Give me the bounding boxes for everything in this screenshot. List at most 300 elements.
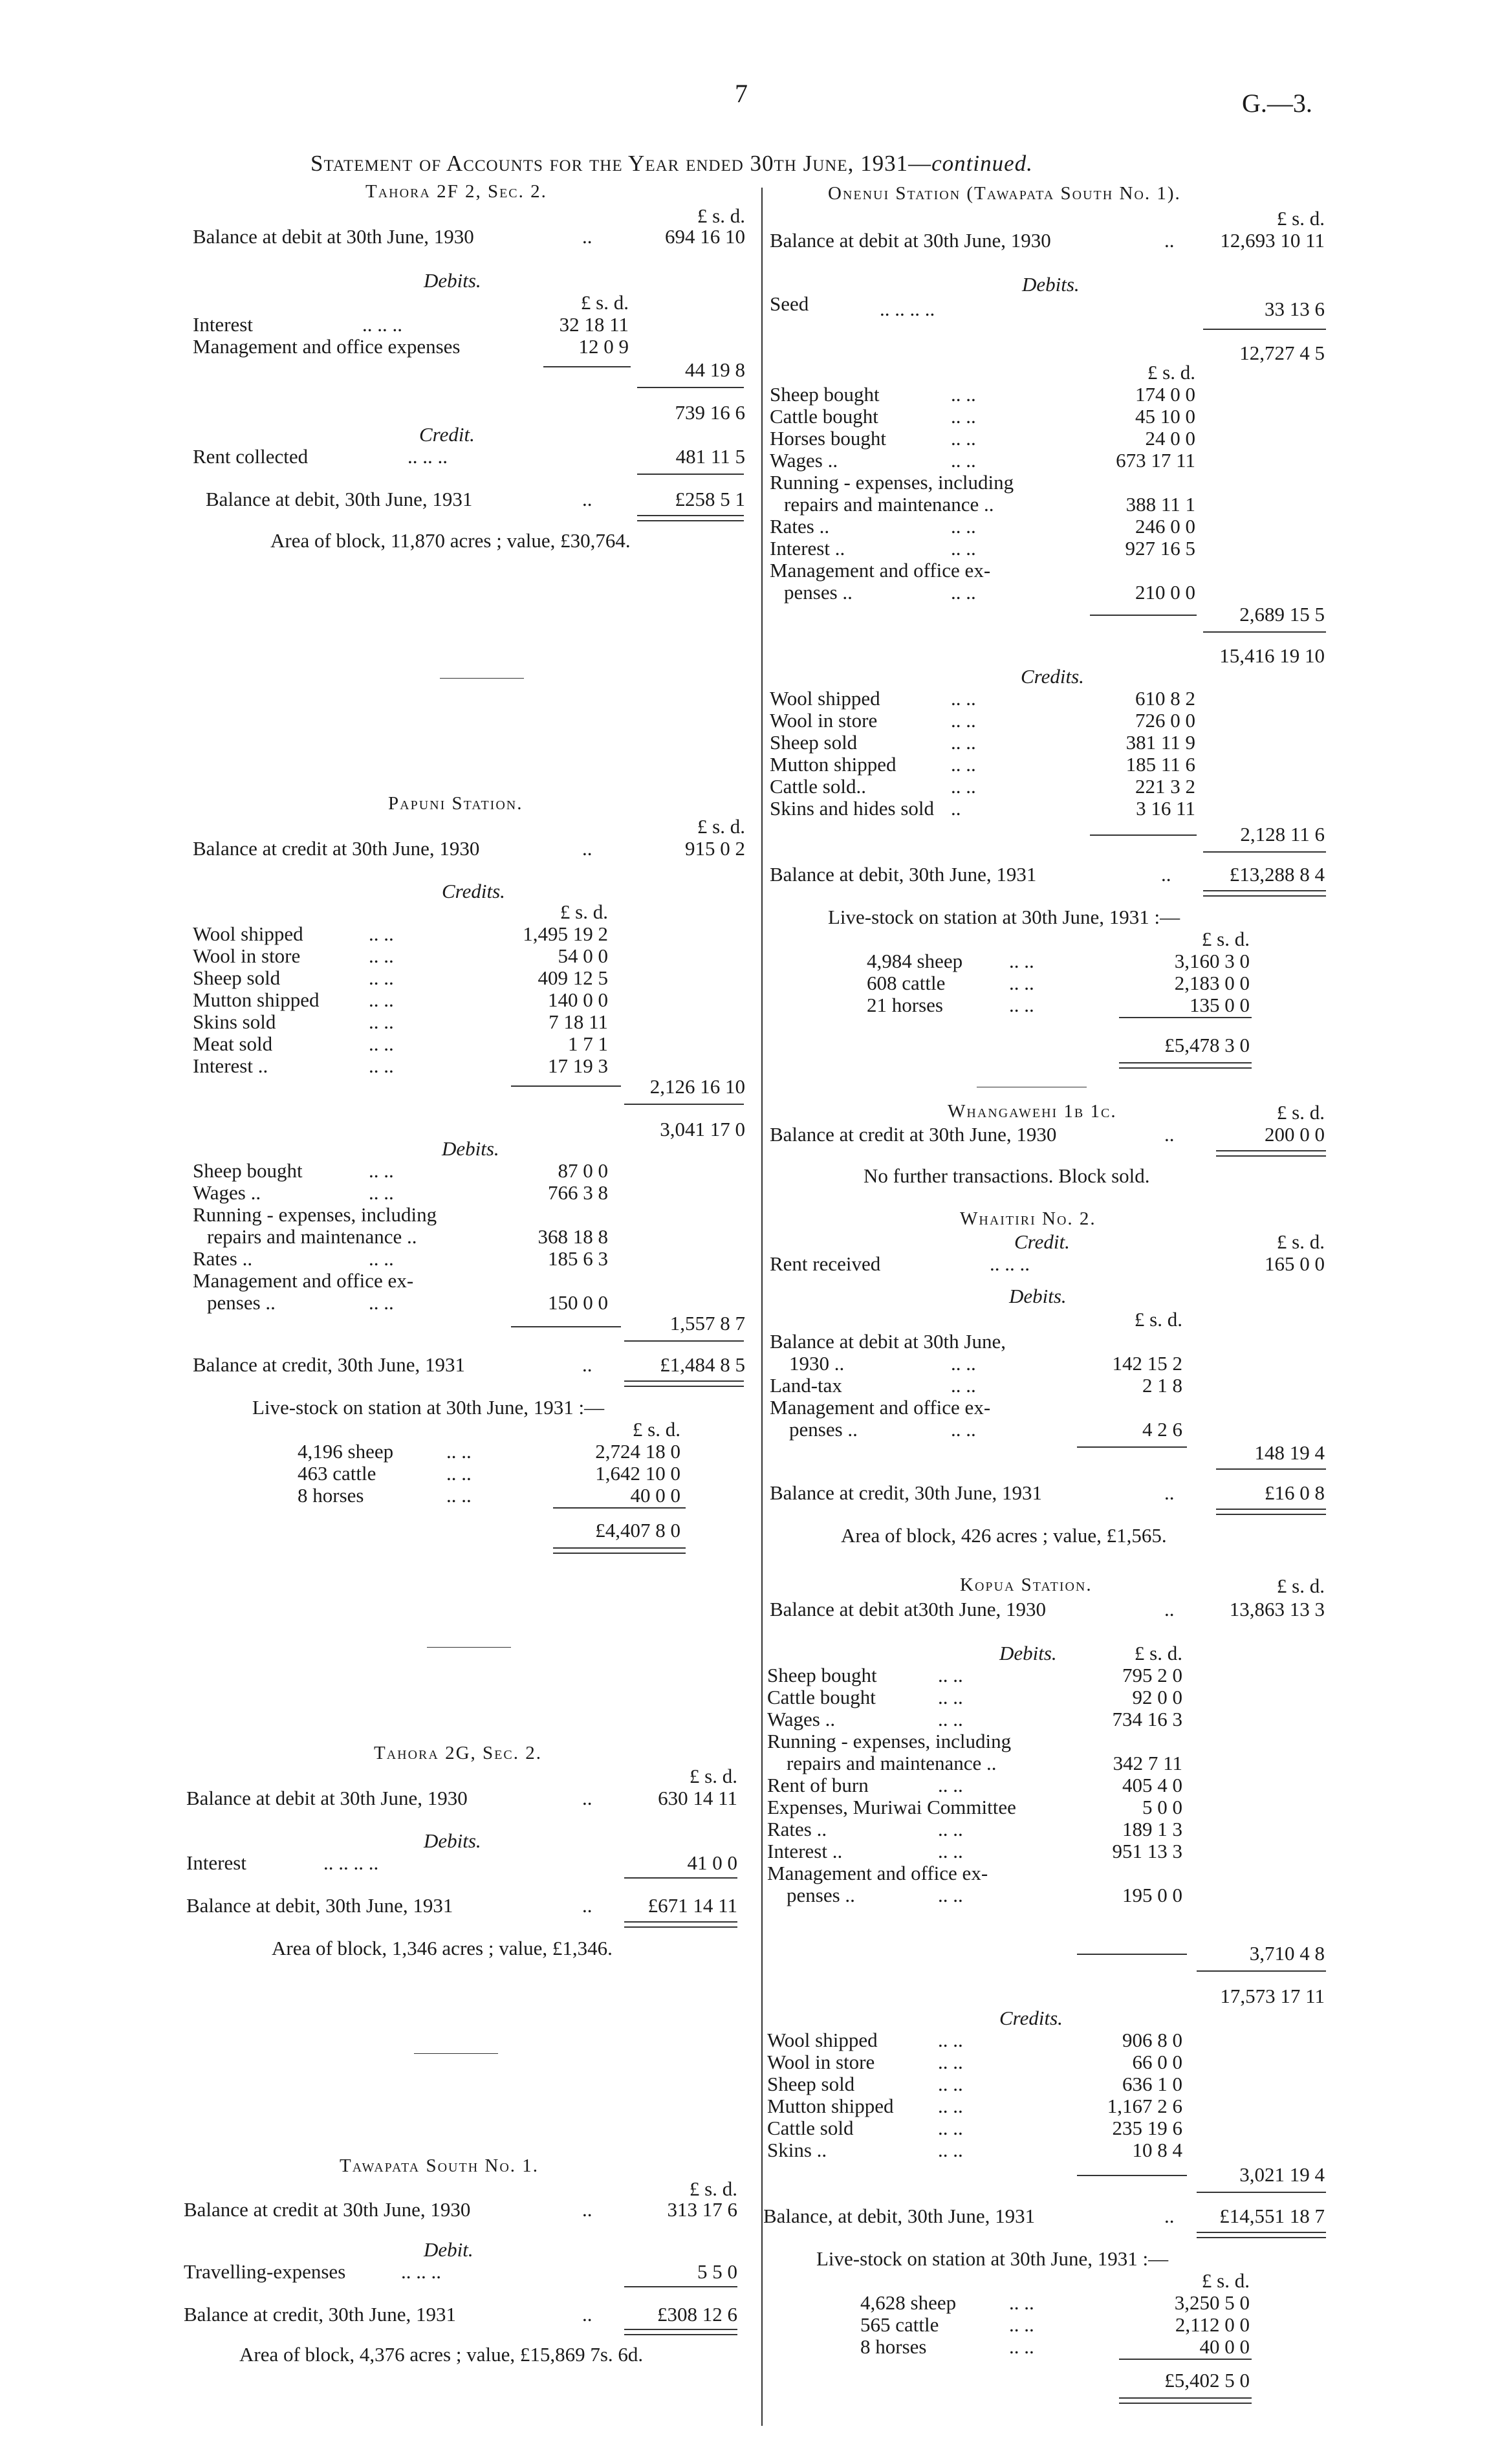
ledger-row-amount: 2,112 0 0 [1175, 2313, 1250, 2336]
rule [1090, 615, 1197, 616]
rule [637, 520, 744, 521]
leader-dots: .. [582, 488, 592, 510]
col-head: £ s. d. [1276, 1101, 1325, 1124]
ledger-row-amount: 4 2 6 [1142, 1418, 1182, 1441]
leader-dots: .. [1161, 863, 1171, 886]
ledger-row-amount: 142 15 2 [1112, 1352, 1182, 1375]
travelling-label: Travelling-expenses [184, 2260, 346, 2283]
leader-dots: .. .. [938, 1774, 963, 1796]
ledger-row-amount: 235 19 6 [1112, 2117, 1182, 2139]
leader-dots: .. [1164, 1123, 1175, 1146]
rule [1216, 1155, 1326, 1157]
ledger-row-amount: 381 11 9 [1125, 731, 1195, 754]
travelling-amount: 5 5 0 [697, 2260, 737, 2283]
debits-label: Debits. [999, 1642, 1057, 1664]
ledger-row-amount: 185 6 3 [548, 1247, 608, 1270]
leader-dots: .. .. [951, 383, 976, 406]
page-title: Statement of Accounts for the Year ended 30th June, 1931—continued. [310, 151, 1033, 176]
ledger-row-label: Wages .. [770, 449, 838, 472]
leader-dots: .. .. [951, 405, 976, 428]
col-head: £ s. d. [1276, 1575, 1325, 1597]
ledger-row-label: 4,984 sheep [867, 950, 963, 972]
balance-open-amount: 12,693 10 11 [1220, 229, 1325, 252]
balance-close-label: Balance at debit, 30th June, 1931 [186, 1894, 453, 1917]
rule [624, 2334, 737, 2335]
credits-label: Credits. [1021, 665, 1084, 688]
ledger-row-label: Running - expenses, including [767, 1730, 1012, 1752]
rule [1203, 851, 1326, 853]
leader-dots: .. .. [369, 944, 394, 967]
leader-dots: .. .. [951, 753, 976, 776]
ledger-row-label: 463 cattle [298, 1462, 376, 1485]
ledger-row-label: Cattle sold.. [770, 775, 866, 798]
credits-label: Credits. [442, 880, 505, 902]
rule [1203, 329, 1326, 330]
ledger-row-label: Land-tax [770, 1374, 842, 1397]
rule [624, 2329, 737, 2330]
col-head: £ s. d. [1201, 2269, 1250, 2292]
leader-dots: .. .. [938, 1686, 963, 1708]
balance-close-amount: £13,288 8 4 [1229, 863, 1325, 886]
subtotal-1: 12,727 4 5 [1239, 342, 1325, 364]
leader-dots: .. .. [938, 1840, 963, 1862]
rent-label: Rent received [770, 1252, 881, 1275]
rule [1203, 890, 1326, 891]
leader-dots: .. .. [1009, 950, 1034, 972]
debits-label: Debits. [1022, 273, 1080, 296]
leader-dots: .. .. [1009, 2291, 1034, 2314]
rule [624, 1380, 744, 1382]
rent-amount: 481 11 5 [675, 445, 745, 468]
ledger-row-label: Rates .. [770, 515, 830, 538]
ledger-row-amount: 3 16 11 [1136, 797, 1195, 820]
ledger-row-label: Skins .. [767, 2139, 827, 2161]
total: 739 16 6 [675, 401, 745, 424]
section-separator [440, 678, 524, 679]
debits-label: Debits. [424, 1829, 481, 1852]
credit-label: Credit. [419, 423, 475, 446]
rule [1203, 895, 1326, 897]
ledger-row-label: 4,196 sheep [298, 1440, 394, 1463]
leader-dots: .. [1164, 2205, 1175, 2227]
section-heading-onenui: Onenui Station (Tawapata South No. 1). [828, 183, 1181, 204]
col-head: £ s. d. [1134, 1642, 1182, 1664]
leader-dots: .. .. [938, 2095, 963, 2117]
leader-dots: .. [1164, 1481, 1175, 1504]
rule [1077, 1446, 1187, 1448]
ledger-row-label: Sheep bought [770, 383, 880, 406]
total: 3,041 17 0 [660, 1118, 745, 1140]
ledger-row-label: penses .. [789, 1418, 858, 1441]
leader-dots: .. [582, 1894, 592, 1917]
section-heading-tahora-2g: Tahora 2G, Sec. 2. [374, 1743, 542, 1763]
section-heading-tahora-2f2: Tahora 2F 2, Sec. 2. [365, 181, 547, 202]
rule [1119, 1062, 1252, 1063]
ledger-row-label: Skins and hides sold [770, 797, 935, 820]
balance-close-label: Balance at debit, 30th June, 1931 [770, 863, 1037, 886]
ledger-row-label: Management and office ex- [770, 1396, 991, 1419]
interest-amount: 41 0 0 [687, 1851, 737, 1874]
leader-dots: .. .. [1009, 2313, 1034, 2336]
ledger-row-amount: 795 2 0 [1122, 1664, 1182, 1686]
ledger-row-amount: 734 16 3 [1112, 1708, 1182, 1730]
ledger-row-label: Wool in store [767, 2051, 875, 2073]
rule [553, 1507, 686, 1509]
ledger-row-label: Wool in store [770, 709, 878, 732]
leader-dots: .. .. [951, 1352, 976, 1375]
interest-label: Interest [186, 1851, 246, 1874]
rule [1119, 1067, 1252, 1069]
ledger-row-label: Sheep sold [770, 731, 858, 754]
rent-amount: 165 0 0 [1265, 1252, 1325, 1275]
ledger-row-amount: 17 19 3 [548, 1054, 608, 1077]
leader-dots: .. [582, 225, 592, 248]
ledger-row-amount: 40 0 0 [630, 1484, 680, 1507]
rule [624, 1386, 744, 1387]
ledger-row-amount: 766 3 8 [548, 1181, 608, 1204]
rule [1216, 1150, 1326, 1151]
balance-open-label: Balance at credit at 30th June, 1930 [184, 2198, 471, 2221]
ledger-row-amount: 342 7 11 [1113, 1752, 1182, 1774]
ledger-row-amount: 54 0 0 [558, 944, 608, 967]
debits-label: Debits. [1009, 1285, 1067, 1307]
rule [624, 1877, 737, 1879]
ledger-row-amount: 1,495 19 2 [523, 922, 608, 945]
leader-dots: .. [1164, 1598, 1175, 1620]
ledger-row-label: Wool in store [193, 944, 301, 967]
balance-close-label: Balance, at debit, 30th June, 1931 [763, 2205, 1036, 2227]
subtotal-debits: 3,710 4 8 [1249, 1942, 1325, 1965]
balance-open-label: Balance at debit at 30th June, 1930 [770, 229, 1051, 252]
balance-close-label: Balance at credit, 30th June, 1931 [184, 2303, 456, 2326]
livestock-label: Live-stock on station at 30th June, 1931 :— [828, 906, 1180, 928]
balance-amount: 200 0 0 [1265, 1123, 1325, 1146]
col-head: £ s. d. [1276, 207, 1325, 230]
ledger-row-amount: 1,642 10 0 [595, 1462, 680, 1485]
rule [1197, 2232, 1326, 2233]
ledger-row-label: 1930 .. [789, 1352, 845, 1375]
ledger-row-label: 608 cattle [867, 972, 946, 994]
ledger-row-label: Rent of burn [767, 1774, 869, 1796]
column-divider [761, 188, 763, 2426]
balance-close-label: Balance at credit, 30th June, 1931 [193, 1353, 465, 1376]
leader-dots: .. .. .. [990, 1252, 1030, 1275]
ledger-row-amount: 5 0 0 [1142, 1796, 1182, 1818]
leader-dots: .. .. [951, 537, 976, 560]
rule [624, 1104, 744, 1105]
rule [511, 1085, 621, 1087]
rule [1077, 1954, 1187, 1955]
rule [1197, 2237, 1326, 2238]
rule [1119, 2397, 1252, 2399]
ledger-row-label: Interest .. [770, 537, 845, 560]
leader-dots: .. .. [938, 1818, 963, 1840]
livestock-label: Live-stock on station at 30th June, 1931 :— [252, 1396, 605, 1419]
col-head: £ s. d. [1276, 1230, 1325, 1253]
col-head: £ s. d. [697, 204, 745, 227]
leader-dots: .. .. [938, 2051, 963, 2073]
balance-open-amount: 630 14 11 [658, 1787, 737, 1809]
subtotal-debits: 2,689 15 5 [1239, 603, 1325, 626]
seed-label: Seed [770, 292, 809, 315]
ledger-row-label: Expenses, Muriwai Committee [767, 1796, 1016, 1818]
area-note: Area of block, 4,376 acres ; value, £15,869 7s. 6d. [239, 2343, 644, 2366]
leader-dots: .. [582, 2198, 592, 2221]
ledger-row-label: Sheep sold [193, 966, 281, 989]
leader-dots: .. .. [938, 1884, 963, 1906]
balance-close-label: Balance at credit, 30th June, 1931 [770, 1481, 1042, 1504]
subtotal-debits: 1,557 8 7 [669, 1312, 745, 1335]
leader-dots: .. .. [369, 1291, 394, 1314]
subtotal-debits: 148 19 4 [1254, 1441, 1325, 1464]
ledger-row-label: penses .. [784, 581, 853, 604]
col-head: £ s. d. [560, 900, 608, 923]
leader-dots: .. .. .. [401, 2260, 441, 2283]
ledger-row-amount: 726 0 0 [1135, 709, 1195, 732]
subtotal-credits: 3,021 19 4 [1239, 2163, 1325, 2186]
debit-label: Debit. [424, 2238, 473, 2261]
livestock-label: Live-stock on station at 30th June, 1931 :— [816, 2247, 1169, 2270]
leader-dots: .. .. [938, 2139, 963, 2161]
ledger-row-amount: 2 1 8 [1142, 1374, 1182, 1397]
balance-open-amount: 694 16 10 [665, 225, 745, 248]
ledger-row-amount: 246 0 0 [1135, 515, 1195, 538]
ledger-row-amount: 87 0 0 [558, 1159, 608, 1182]
ledger-row-label: Wool shipped [767, 2029, 878, 2051]
rule [511, 1326, 621, 1327]
leader-dots: .. .. [951, 515, 976, 538]
ledger-row-label: Wool shipped [193, 922, 303, 945]
ledger-row-label: Sheep bought [767, 1664, 877, 1686]
leader-dots: .. .. [369, 988, 394, 1011]
whangawehi-note: No further transactions. Block sold. [864, 1164, 1150, 1187]
leader-dots: .. .. [369, 1247, 394, 1270]
section-separator [427, 1647, 511, 1648]
ledger-row-label: Management and office ex- [767, 1862, 988, 1884]
ledger-row-label: Wool shipped [770, 687, 880, 710]
rule [543, 366, 631, 367]
leader-dots: .. .. [369, 1181, 394, 1204]
leader-dots: .. .. [951, 709, 976, 732]
ledger-row-amount: 1,167 2 6 [1107, 2095, 1182, 2117]
section-heading-kopua: Kopua Station. [960, 1575, 1092, 1595]
ledger-row-amount: 7 18 11 [549, 1010, 608, 1033]
balance-close-amount: £14,551 18 7 [1219, 2205, 1325, 2227]
col-head: £ s. d. [1147, 361, 1195, 384]
rule [1203, 631, 1326, 633]
area-note: Area of block, 11,870 acres ; value, £30,764. [270, 529, 631, 552]
rule [624, 1340, 744, 1342]
ledger-row-amount: 409 12 5 [538, 966, 608, 989]
leader-dots: .. .. [369, 1054, 394, 1077]
section-heading-tawapata: Tawapata South No. 1. [340, 2155, 539, 2176]
subtotal-debits: 44 19 8 [685, 358, 745, 381]
col-head: £ s. d. [697, 815, 745, 838]
ledger-row-label: Mutton shipped [767, 2095, 894, 2117]
subtotal-credits: 2,128 11 6 [1240, 823, 1325, 845]
leader-dots: .. .. [951, 1418, 976, 1441]
ledger-row-label: Wages .. [767, 1708, 836, 1730]
balance-close-amount: £258 5 1 [675, 488, 745, 510]
leader-dots: .. [582, 1353, 592, 1376]
leader-dots: .. .. [1009, 2335, 1034, 2358]
rule [637, 515, 744, 516]
ledger-row-label: Meat sold [193, 1032, 273, 1055]
leader-dots: .. [582, 1787, 592, 1809]
ledger-row-label: Sheep bought [193, 1159, 303, 1182]
leader-dots: .. .. [369, 1159, 394, 1182]
col-head: £ s. d. [689, 2177, 737, 2200]
rule [1216, 1468, 1326, 1470]
leader-dots: .. .. [951, 775, 976, 798]
section-heading-papuni: Papuni Station. [388, 793, 523, 814]
rule [624, 2286, 737, 2287]
balance-open-label: Balance at debit at 30th June, 1930 [186, 1787, 468, 1809]
interest-amount: 32 18 11 [559, 313, 629, 336]
balance-close-amount: £308 12 6 [657, 2303, 737, 2326]
ledger-row-label: Mutton shipped [770, 753, 897, 776]
col-head: £ s. d. [1134, 1308, 1182, 1331]
leader-dots: .. [582, 837, 592, 860]
ledger-row-amount: 174 0 0 [1135, 383, 1195, 406]
leader-dots: .. .. [369, 1010, 394, 1033]
area-note: Area of block, 426 acres ; value, £1,565. [841, 1524, 1167, 1547]
livestock-total: £5,478 3 0 [1164, 1034, 1250, 1056]
leader-dots: .. .. [1009, 994, 1034, 1016]
ledger-row-label: Running - expenses, including [193, 1203, 437, 1226]
ledger-row-label: Cattle bought [767, 1686, 876, 1708]
ledger-row-amount: 927 16 5 [1125, 537, 1195, 560]
balance-open-amount: 915 0 2 [685, 837, 745, 860]
ledger-row-amount: 610 8 2 [1135, 687, 1195, 710]
balance-close-amount: £671 14 11 [647, 1894, 737, 1917]
rule [624, 1921, 737, 1923]
debits-label: Debits. [424, 269, 481, 292]
ledger-row-amount: 150 0 0 [548, 1291, 608, 1314]
balance-label: Balance at credit at 30th June, 1930 [770, 1123, 1057, 1146]
ledger-row-amount: 221 3 2 [1135, 775, 1195, 798]
ledger-row-label: penses .. [787, 1884, 855, 1906]
ledger-row-amount: 195 0 0 [1122, 1884, 1182, 1906]
debits-label: Debits. [442, 1137, 499, 1160]
leader-dots: .. [951, 797, 961, 820]
ledger-row-amount: 1 7 1 [568, 1032, 608, 1055]
balance-open-label: Balance at debit at30th June, 1930 [770, 1598, 1046, 1620]
leader-dots: .. [582, 2303, 592, 2326]
area-note: Area of block, 1,346 acres ; value, £1,346. [272, 1937, 613, 1959]
ledger-row-label: Management and office ex- [193, 1269, 414, 1292]
ledger-row-label: Balance at debit at 30th June, [770, 1330, 1006, 1353]
ledger-row-amount: 2,183 0 0 [1174, 972, 1250, 994]
leader-dots: .. .. [951, 731, 976, 754]
ledger-row-amount: 40 0 0 [1199, 2335, 1250, 2358]
ledger-row-label: repairs and maintenance .. [784, 493, 994, 516]
section-heading-whangawehi: Whangawehi 1b 1c. [948, 1101, 1117, 1122]
management-label: Management and office expenses [193, 335, 461, 358]
leader-dots: .. .. [938, 2029, 963, 2051]
management-amount: 12 0 9 [578, 335, 629, 358]
ledger-row-label: Skins sold [193, 1010, 276, 1033]
ledger-row-amount: 388 11 1 [1125, 493, 1195, 516]
rule [1090, 834, 1197, 836]
rule [1197, 2192, 1326, 2193]
leader-dots: .. .. [938, 1664, 963, 1686]
ledger-row-label: 21 horses [867, 994, 943, 1016]
ledger-row-amount: 10 8 4 [1132, 2139, 1182, 2161]
leader-dots: .. .. [369, 966, 394, 989]
ledger-row-amount: 405 4 0 [1122, 1774, 1182, 1796]
livestock-total: £4,407 8 0 [595, 1519, 680, 1542]
ledger-row-label: Interest .. [767, 1840, 843, 1862]
ledger-row-label: 8 horses [860, 2335, 927, 2358]
leader-dots: .. .. [938, 2073, 963, 2095]
ledger-row-amount: 210 0 0 [1135, 581, 1195, 604]
credits-label: Credits. [999, 2007, 1063, 2029]
leader-dots: .. .. [951, 449, 976, 472]
total: 17,573 17 11 [1220, 1985, 1325, 2007]
rent-label: Rent collected [193, 445, 309, 468]
col-head: £ s. d. [689, 1765, 737, 1787]
ledger-row-amount: 140 0 0 [548, 988, 608, 1011]
leader-dots: .. .. .. [408, 445, 448, 468]
ledger-row-label: Rates .. [193, 1247, 253, 1270]
ledger-row-amount: 636 1 0 [1122, 2073, 1182, 2095]
leader-dots: .. .. .. .. [323, 1851, 379, 1874]
document-reference: G.—3. [1242, 89, 1312, 118]
ledger-row-amount: 24 0 0 [1145, 427, 1195, 450]
balance-open-label: Balance at debit at 30th June, 1930 [193, 225, 474, 248]
leader-dots: .. .. [951, 427, 976, 450]
balance-close-label: Balance at debit, 30th June, 1931 [206, 488, 473, 510]
rule [1119, 2359, 1252, 2360]
balance-open-amount: 13,863 13 3 [1229, 1598, 1325, 1620]
leader-dots: .. .. [938, 1708, 963, 1730]
rule [553, 1553, 686, 1554]
rule [1119, 1017, 1252, 1018]
ledger-row-label: Horses bought [770, 427, 886, 450]
col-head: £ s. d. [580, 291, 629, 314]
col-head: £ s. d. [632, 1418, 680, 1441]
rule [1119, 2403, 1252, 2404]
leader-dots: .. .. [951, 581, 976, 604]
rule [624, 1926, 737, 1928]
credit-label: Credit. [1014, 1230, 1070, 1253]
rule [1216, 1509, 1326, 1510]
ledger-row-label: Interest .. [193, 1054, 268, 1077]
rule [637, 387, 744, 388]
section-separator [414, 2053, 498, 2054]
total: 15,416 19 10 [1219, 644, 1325, 667]
ledger-row-label: Rates .. [767, 1818, 827, 1840]
balance-close-amount: £1,484 8 5 [660, 1353, 745, 1376]
ledger-row-label: 565 cattle [860, 2313, 939, 2336]
leader-dots: .. [1164, 229, 1175, 252]
ledger-row-label: Wages .. [193, 1181, 261, 1204]
leader-dots: .. .. .. .. [880, 298, 935, 320]
ledger-row-amount: 3,160 3 0 [1174, 950, 1250, 972]
leader-dots: .. .. [446, 1440, 472, 1463]
ledger-row-label: 4,628 sheep [860, 2291, 957, 2314]
rule [553, 1547, 686, 1549]
page-number: 7 [735, 79, 748, 108]
interest-label: Interest [193, 313, 253, 336]
seed-amount: 33 13 6 [1265, 298, 1325, 320]
rule [1077, 2175, 1187, 2176]
balance-close-amount: £16 0 8 [1265, 1481, 1325, 1504]
ledger-row-label: penses .. [207, 1291, 276, 1314]
leader-dots: .. .. .. [362, 313, 402, 336]
ledger-row-amount: 3,250 5 0 [1174, 2291, 1250, 2314]
